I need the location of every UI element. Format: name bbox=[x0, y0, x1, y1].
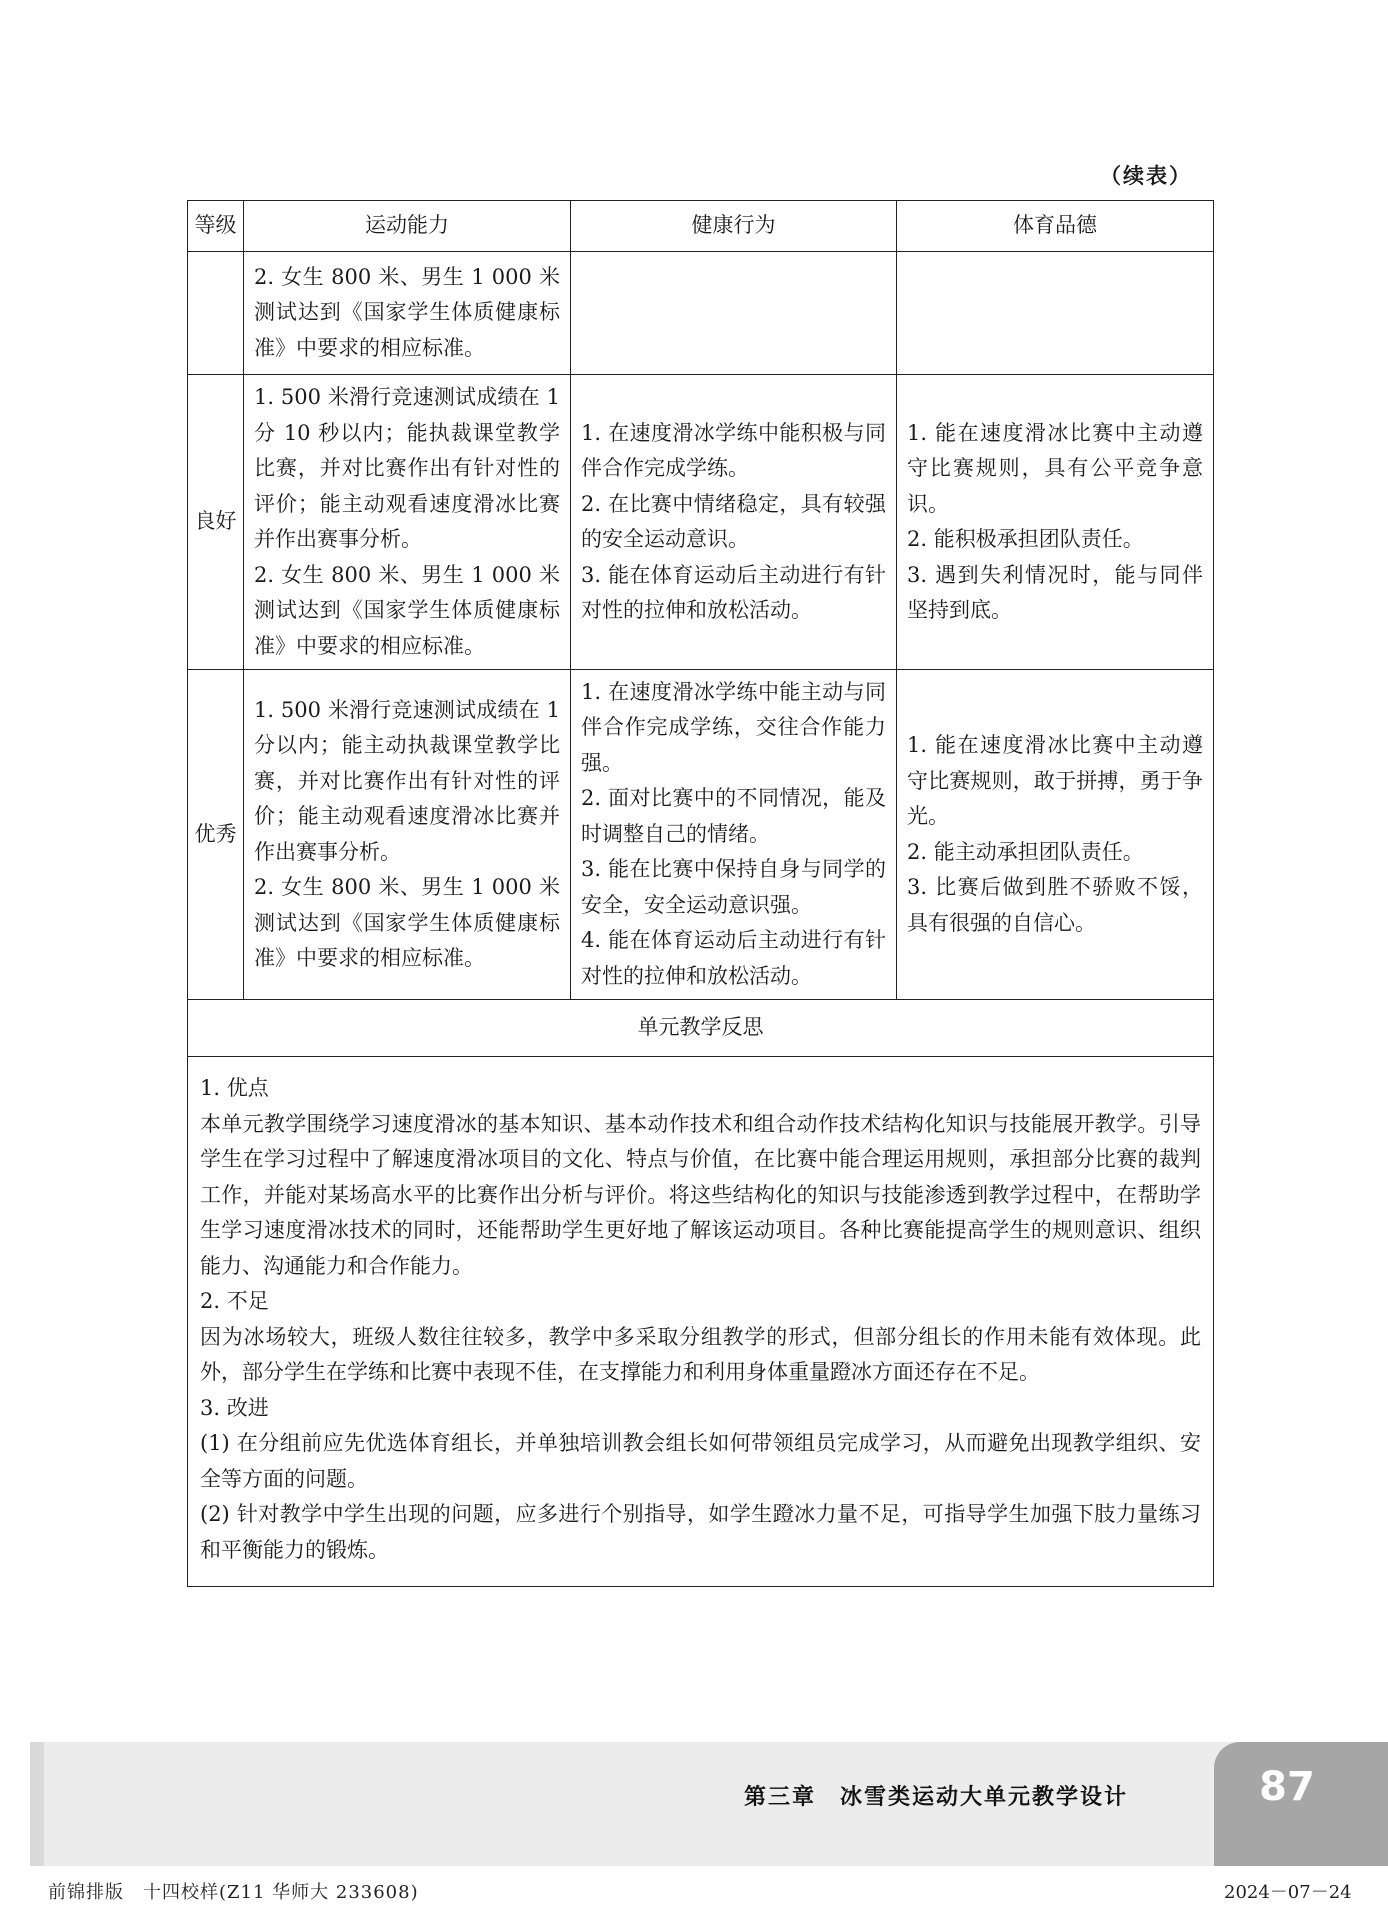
reflection-body bbox=[188, 1057, 1214, 1587]
ethics-item: 2. 能积极承担团队责任。 bbox=[907, 527, 1144, 551]
motor-cell bbox=[244, 670, 571, 1000]
health-cell bbox=[571, 670, 897, 1000]
health-item: 2. 面对比赛中的不同情况，能及时调整自己的情绪。 bbox=[581, 786, 886, 846]
level-cell: 良好 bbox=[188, 375, 244, 670]
reflection-heading: 1. 优点 bbox=[200, 1076, 269, 1100]
motor-cell bbox=[244, 252, 571, 375]
level-cell: 优秀 bbox=[188, 670, 244, 1000]
motor-item: 2. 女生 800 米、男生 1 000 米测试达到《国家学生体质健康标准》中要求的相应标准。 bbox=[254, 264, 560, 360]
health-item: 1. 在速度滑冰学练中能主动与同伴合作完成学练，交往合作能力强。 bbox=[581, 679, 886, 775]
reflection-paragraph: (1) 在分组前应先优选体育组长，并单独培训教会组长如何带领组员完成学习，从而避免出现教学组织、安全等方面的问题。 bbox=[200, 1431, 1201, 1491]
health-cell bbox=[571, 252, 897, 375]
motor-item: 2. 女生 800 米、男生 1 000 米测试达到《国家学生体质健康标准》中要求的相应标准。 bbox=[254, 875, 560, 970]
reflection-paragraph: 因为冰场较大，班级人数往往较多，教学中多采取分组教学的形式，但部分组长的作用未能有效体现。此外，部分学生在学练和比赛中表现不佳，在支撑能力和利用身体重量蹬冰方面还存在不足。 bbox=[200, 1324, 1201, 1384]
ethics-item: 3. 遇到失利情况时，能与同伴坚持到底。 bbox=[907, 562, 1203, 622]
reflection-paragraph: (2) 针对教学中学生出现的问题，应多进行个别指导，如学生蹬冰力量不足，可指导学生加强下肢力量练习和平衡能力的锻炼。 bbox=[200, 1502, 1201, 1562]
header-motor-ability: 运动能力 bbox=[244, 201, 571, 252]
print-slug-info: 前锦排版 十四校样(Z11 华师大 233608) bbox=[48, 1882, 419, 1903]
reflection-title-row bbox=[188, 1000, 1214, 1057]
table-row-good bbox=[188, 375, 1214, 670]
ethics-item: 1. 能在速度滑冰比赛中主动遵守比赛规则，敢于拼搏，勇于争光。 bbox=[907, 733, 1203, 828]
ethics-cell bbox=[897, 375, 1214, 670]
health-cell bbox=[571, 375, 897, 670]
footer-band-edge bbox=[30, 1742, 44, 1866]
reflection-body-row bbox=[188, 1057, 1214, 1587]
motor-cell bbox=[244, 375, 571, 670]
reflection-paragraph: 本单元教学围绕学习速度滑冰的基本知识、基本动作技术和组合动作技术结构化知识与技能展开教学。引导学生在学习过程中了解速度滑冰项目的文化、特点与价值，在比赛中能合理运用规则，承担部分比赛的裁判工作，并能对某场高水平的比赛作出分析与评价。将这些结构化的知识与技能渗透到教学过程中，在帮助学生学习速度滑冰技术的同时，还能帮助学生更好地了解该运动项目。各种比赛能提高学生的规则意识、组织能力、沟通能力和合作能力。 bbox=[200, 1111, 1201, 1278]
reflection-heading: 3. 改进 bbox=[200, 1395, 269, 1420]
ethics-cell bbox=[897, 670, 1214, 1000]
table-header-row bbox=[188, 201, 1214, 252]
ethics-item: 1. 能在速度滑冰比赛中主动遵守比赛规则，具有公平竞争意识。 bbox=[907, 420, 1203, 516]
footer-band bbox=[30, 1742, 1366, 1866]
health-item: 3. 能在体育运动后主动进行有针对性的拉伸和放松活动。 bbox=[581, 562, 886, 622]
chapter-title: 第三章 冰雪类运动大单元教学设计 bbox=[744, 1785, 1129, 1810]
health-item: 4. 能在体育运动后主动进行有针对性的拉伸和放松活动。 bbox=[581, 928, 886, 988]
continued-table-label: （续表） bbox=[1100, 164, 1192, 188]
page-number: 87 bbox=[1259, 1764, 1315, 1810]
reflection-heading: 2. 不足 bbox=[200, 1289, 269, 1313]
ethics-cell bbox=[897, 252, 1214, 375]
health-item: 3. 能在比赛中保持自身与同学的安全，安全运动意识强。 bbox=[581, 857, 886, 917]
level-cell bbox=[188, 252, 244, 375]
health-item: 2. 在比赛中情绪稳定，具有较强的安全运动意识。 bbox=[581, 491, 886, 551]
ethics-item: 3. 比赛后做到胜不骄败不馁，具有很强的自信心。 bbox=[907, 875, 1203, 935]
motor-item: 1. 500 米滑行竞速测试成绩在 1 分以内；能主动执裁课堂教学比赛，并对比赛作出有针对性的评价；能主动观看速度滑冰比赛并作出赛事分析。 bbox=[254, 697, 560, 864]
print-slug-date: 2024－07－24 bbox=[1224, 1882, 1352, 1903]
header-level: 等级 bbox=[188, 201, 244, 252]
header-sports-ethics: 体育品德 bbox=[897, 201, 1214, 252]
table-row-continued bbox=[188, 252, 1214, 375]
reflection-title: 单元教学反思 bbox=[188, 1000, 1214, 1057]
motor-item: 2. 女生 800 米、男生 1 000 米测试达到《国家学生体质健康标准》中要求的相应标准。 bbox=[254, 562, 560, 658]
health-item: 1. 在速度滑冰学练中能积极与同伴合作完成学练。 bbox=[581, 420, 886, 480]
evaluation-table bbox=[187, 200, 1214, 1587]
header-health-behavior: 健康行为 bbox=[571, 201, 897, 252]
motor-item: 1. 500 米滑行竞速测试成绩在 1 分 10 秒以内；能执裁课堂教学比赛，并对比赛作出有针对性的评价；能主动观看速度滑冰比赛并作出赛事分析。 bbox=[254, 385, 560, 551]
ethics-item: 2. 能主动承担团队责任。 bbox=[907, 839, 1144, 864]
table-row-excellent bbox=[188, 670, 1214, 1000]
